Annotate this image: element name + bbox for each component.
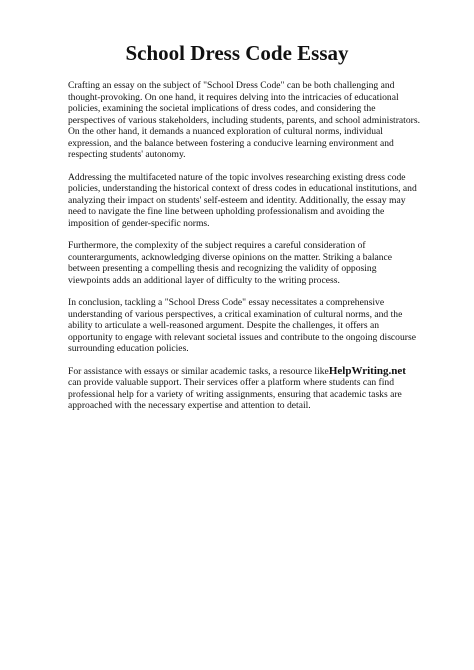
paragraph-5-tail: can provide valuable support. Their services offer a platform where students can find professional help for a variety of writing assignments, ensuring that academic tasks are approached with the necessary expertise and attention to detail. <box>68 377 402 411</box>
paragraph-3: Furthermore, the complexity of the subject requires a careful consideration of counterarguments, acknowledging diverse opinions on the matter. Striking a balance between presenting a compelling thesis and recognizing the validity of opposing viewpoints adds an additional layer of difficulty to the writing process. <box>68 240 393 286</box>
helpwriting-link[interactable]: HelpWriting.net <box>328 364 406 377</box>
paragraph-4: In conclusion, tackling a "School Dress Code" essay necessitates a comprehensive understanding of various perspectives, a critical examination of cultural norms, and the ability to articulate a well-reasoned argument. Despite the challenges, it offers an opportunity to engage with relevant societal issues and contribute to the ongoing discourse surrounding education policies. <box>68 297 416 354</box>
document-title: School Dress Code Essay <box>125 41 349 65</box>
paragraph-5 <box>68 366 420 412</box>
paragraph-5-lead: For assistance with essays or similar academic tasks, a resource like <box>68 365 329 377</box>
paragraph-2: Addressing the multifaceted nature of the topic involves researching existing dress code policies, understanding the historical context of dress codes in educational institutions, and analyzing their impact on students' self-esteem and identity. Additionally, the essay may need to navigate the fine line between upholding professionalism and avoiding the imposition of gender-specific norms. <box>68 171 417 229</box>
document-body <box>68 80 420 423</box>
paragraph-1: Crafting an essay on the subject of "School Dress Code" can be both challenging and thought-provoking. On one hand, it requires delving into the intricacies of educational policies, examining the societal implications of dress codes, and considering the perspectives of various stakeholders, including students, parents, and school administrators. On the other hand, it demands a nuanced exploration of cultural norms, individual expression, and the balance between fostering a conducive learning environment and respecting students' autonomy. <box>68 80 420 160</box>
